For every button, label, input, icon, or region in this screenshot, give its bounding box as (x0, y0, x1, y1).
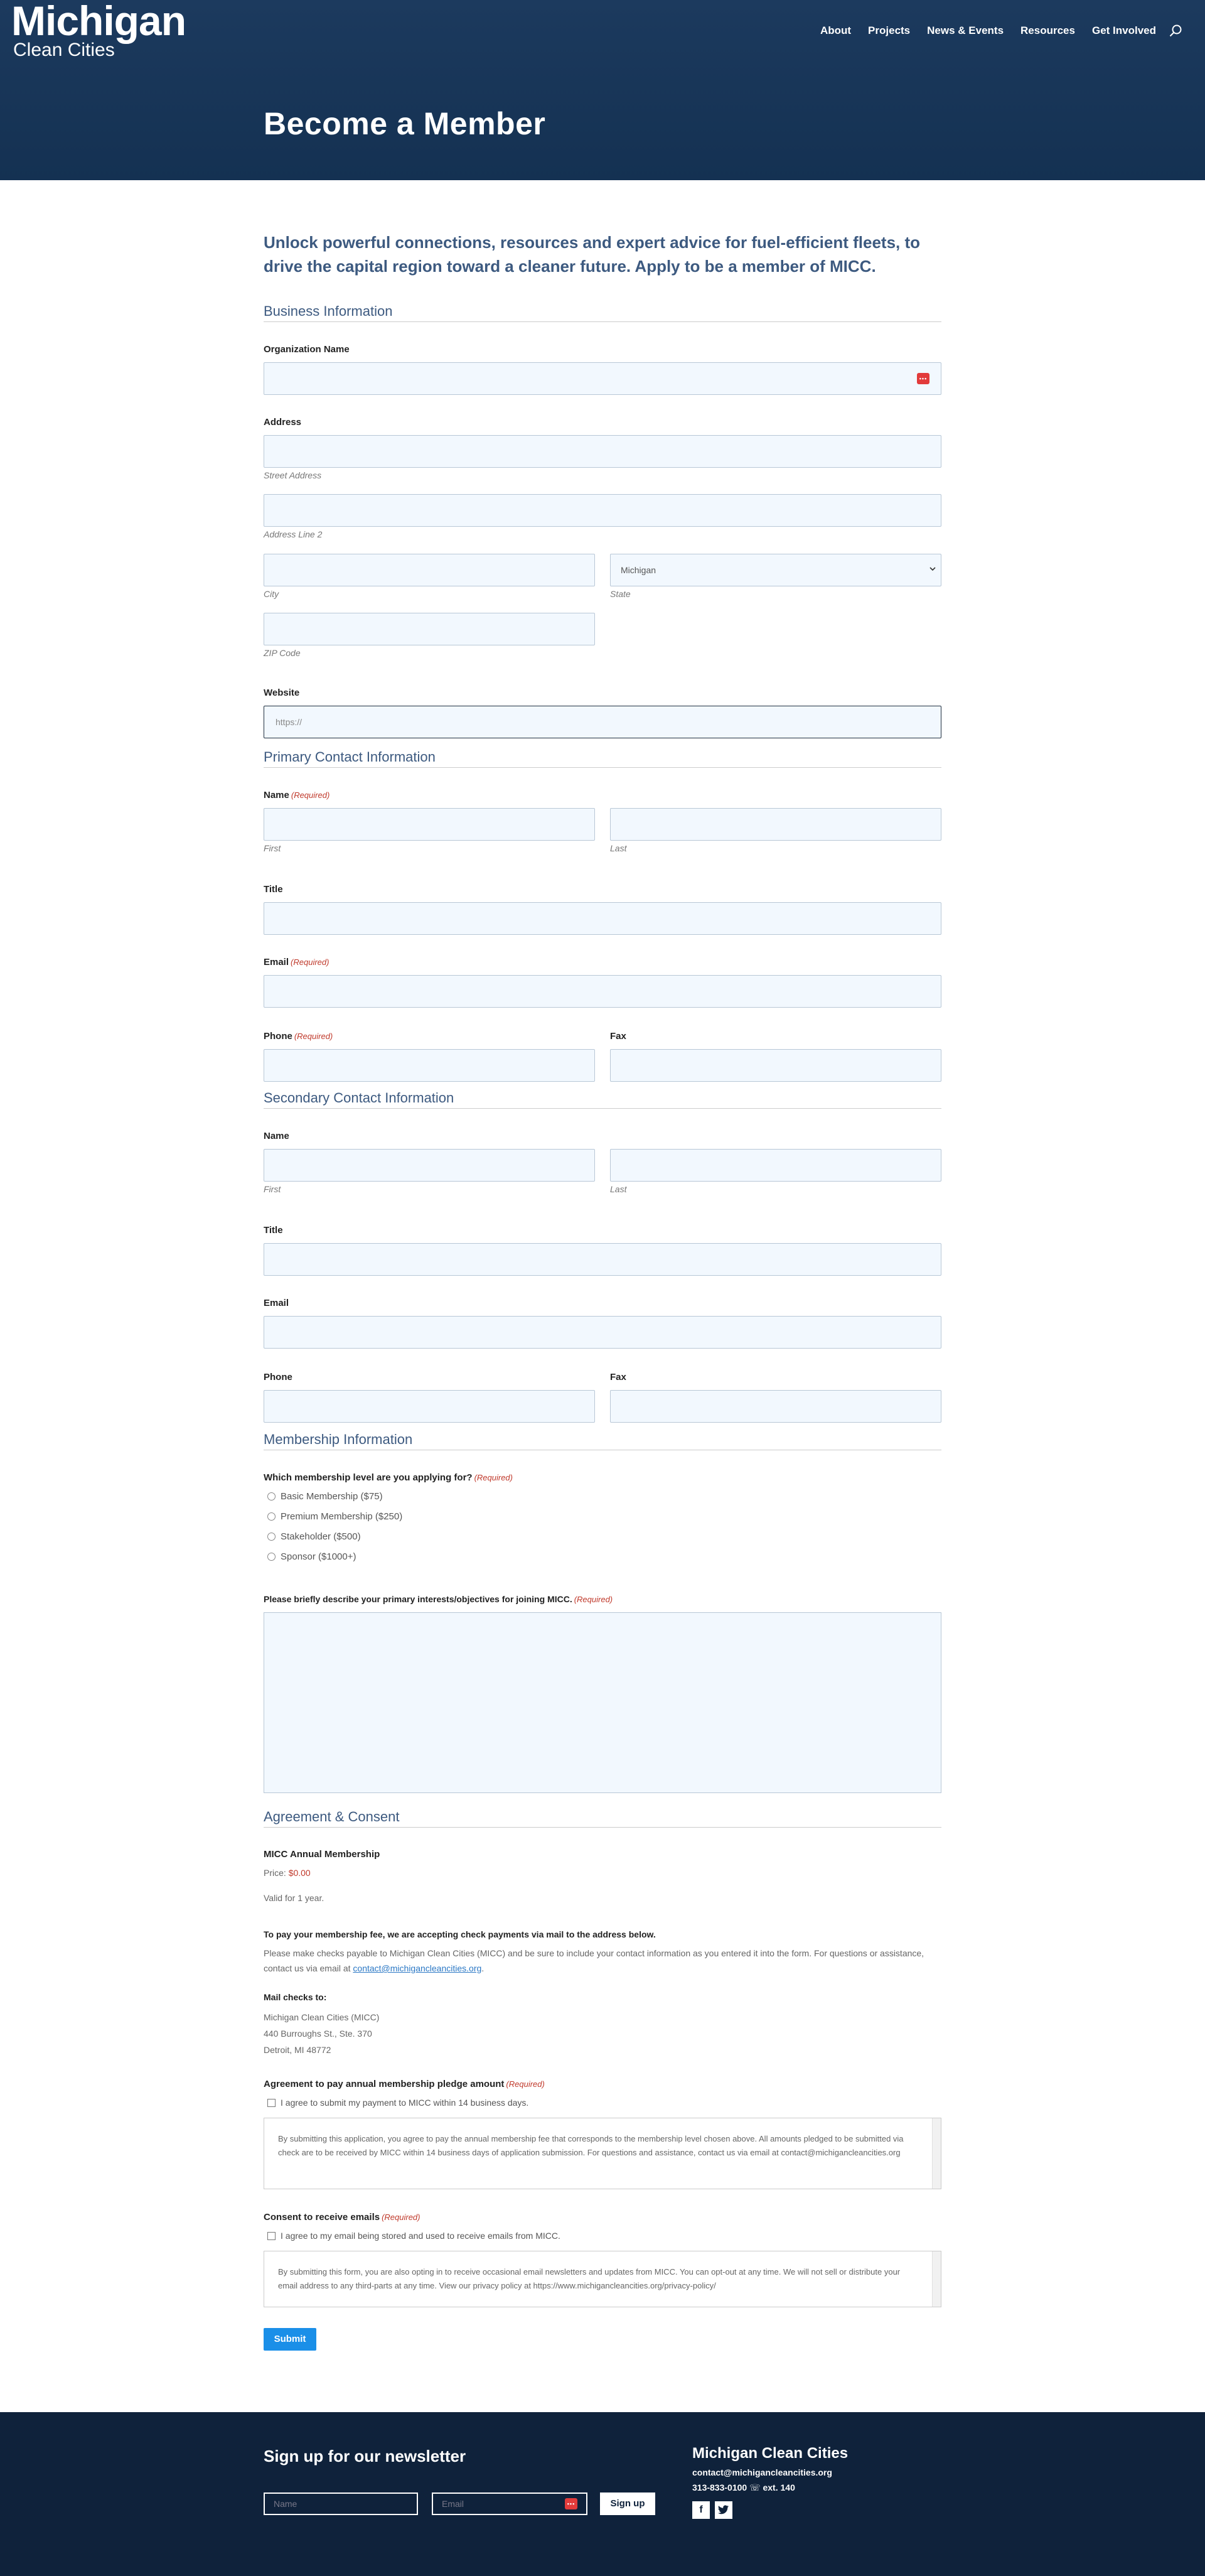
website-label: Website (264, 687, 300, 698)
secondary-title-label: Title (264, 1225, 283, 1236)
radio-button[interactable] (267, 1533, 276, 1541)
primary-first-name-input[interactable] (264, 808, 595, 841)
radio-label: Stakeholder ($500) (281, 1531, 361, 1542)
nav-item-news-events[interactable]: News & Events (927, 24, 1004, 36)
radio-label: Sponsor ($1000+) (281, 1551, 356, 1562)
required-marker: (Required) (291, 957, 329, 967)
section-agreement-title: Agreement & Consent (264, 1809, 941, 1828)
product-name: MICC Annual Membership (264, 1849, 380, 1860)
section-membership-title: Membership Information (264, 1431, 941, 1450)
name-placeholder: Name (274, 2499, 297, 2509)
primary-phone-label (264, 1031, 333, 1042)
consent-label-text: Consent to receive emails (264, 2212, 380, 2223)
primary-name-label-text: Name (264, 790, 289, 800)
primary-phone-label-text: Phone (264, 1031, 292, 1042)
state-selected-value: Michigan (621, 565, 656, 575)
primary-email-label-text: Email (264, 957, 289, 967)
newsletter-title: Sign up for our newsletter (264, 2447, 466, 2466)
pledge-checkbox[interactable] (267, 2099, 276, 2107)
pledge-terms-box[interactable] (264, 2118, 941, 2189)
state-sublabel: State (610, 589, 631, 599)
required-marker: (Required) (291, 790, 330, 800)
consent-terms-text: By submitting this form, you are also opting in to receive occasional email newsletters and updates from MICC. You can opt-out at any time. We will not sell or distribute your email address to any third-parts at any time. View our privacy policy at https://www.michigancleancities.org/privacy-policy/ (278, 2267, 901, 2290)
secondary-first-name-input[interactable] (264, 1149, 595, 1182)
product-price (264, 1865, 941, 1880)
website-placeholder: https:// (276, 717, 303, 727)
required-marker: (Required) (574, 1595, 613, 1604)
radio-button[interactable] (267, 1492, 276, 1501)
street-address-input[interactable] (264, 435, 941, 468)
secondary-phone-input[interactable] (264, 1390, 595, 1423)
pledge-checkbox-row[interactable] (267, 2098, 528, 2108)
radio-premium-membership[interactable] (267, 1511, 402, 1522)
membership-level-label (264, 1472, 513, 1483)
interests-label-text: Please briefly describe your primary interests/objectives for joining MICC. (264, 1594, 572, 1604)
primary-fax-label: Fax (610, 1031, 626, 1042)
nav-item-get-involved[interactable]: Get Involved (1091, 24, 1156, 36)
main-nav (803, 24, 1182, 38)
radio-sponsor[interactable] (267, 1551, 356, 1562)
submit-button[interactable]: Submit (264, 2328, 316, 2351)
footer-email[interactable]: contact@michigancleancities.org (692, 2467, 832, 2477)
pledge-label (264, 2079, 545, 2089)
radio-label: Basic Membership ($75) (281, 1491, 383, 1502)
secondary-name-label: Name (264, 1131, 289, 1141)
nav-item-about[interactable]: About (820, 24, 852, 36)
city-sublabel: City (264, 589, 279, 599)
pledge-checkbox-label: I agree to submit my payment to MICC within 14 business days. (281, 2098, 529, 2108)
primary-first-sublabel: First (264, 843, 281, 853)
secondary-email-input[interactable] (264, 1316, 941, 1349)
primary-last-sublabel: Last (610, 843, 627, 853)
page-title: Become a Member (264, 106, 546, 141)
password-manager-icon[interactable]: ••• (917, 373, 929, 384)
search-icon[interactable] (1169, 24, 1182, 38)
required-marker: (Required) (506, 2079, 545, 2089)
radio-basic-membership[interactable] (267, 1491, 383, 1502)
secondary-phone-label: Phone (264, 1372, 292, 1382)
price-label: Price: (264, 1868, 286, 1878)
product-validity: Valid for 1 year. (264, 1893, 324, 1903)
consent-checkbox-label: I agree to my email being stored and used to receive emails from MICC. (281, 2231, 560, 2241)
interests-label (264, 1594, 613, 1604)
nav-item-projects[interactable]: Projects (868, 24, 911, 36)
primary-last-name-input[interactable] (610, 808, 941, 841)
zip-sublabel: ZIP Code (264, 648, 301, 658)
required-marker: (Required) (382, 2212, 420, 2222)
mail-address-line-1: Michigan Clean Cities (MICC) (264, 2012, 380, 2022)
primary-title-label: Title (264, 884, 283, 895)
nav-item-resources[interactable]: Resources (1020, 24, 1075, 36)
contact-email-link[interactable]: contact@michigancleancities.org (353, 1963, 482, 1973)
street-address-sublabel: Street Address (264, 470, 322, 480)
state-select[interactable] (610, 554, 941, 586)
chevron-down-icon (929, 566, 936, 572)
newsletter-name-input[interactable] (264, 2492, 418, 2515)
primary-title-input[interactable] (264, 902, 941, 935)
radio-stakeholder[interactable] (267, 1531, 361, 1542)
org-name-input[interactable] (264, 362, 941, 395)
city-input[interactable] (264, 554, 595, 586)
pledge-label-text: Agreement to pay annual membership pledge amount (264, 2079, 505, 2089)
facebook-icon[interactable]: f (692, 2501, 710, 2519)
radio-button[interactable] (267, 1553, 276, 1561)
page-footer (0, 2412, 1205, 2576)
section-secondary-title: Secondary Contact Information (264, 1090, 941, 1109)
mail-checks-heading: Mail checks to: (264, 1992, 327, 2002)
twitter-icon[interactable] (715, 2501, 732, 2519)
scrollbar[interactable] (932, 2251, 941, 2307)
secondary-last-name-input[interactable] (610, 1149, 941, 1182)
section-primary-title: Primary Contact Information (264, 749, 941, 768)
email-placeholder: Email (442, 2499, 464, 2509)
logo-sub-text: Clean Cities (13, 40, 115, 60)
newsletter-signup-button[interactable]: Sign up (600, 2492, 655, 2515)
required-marker: (Required) (474, 1473, 513, 1482)
interests-textarea[interactable] (264, 1612, 941, 1793)
address-label: Address (264, 417, 302, 428)
required-marker: (Required) (294, 1032, 333, 1041)
radio-label: Premium Membership ($250) (281, 1511, 403, 1522)
secondary-email-label: Email (264, 1298, 289, 1308)
password-manager-icon[interactable]: ••• (565, 2498, 577, 2509)
payment-text-body: Please make checks payable to Michigan Clean Cities (MICC) and be sure to include your contact information as you entered it into the form. For questions or assistance, contact us via email at (264, 1948, 924, 1973)
membership-level-question: Which membership level are you applying for? (264, 1472, 473, 1483)
consent-checkbox[interactable] (267, 2232, 276, 2240)
mail-address-line-2: 440 Burroughs St., Ste. 370 (264, 2029, 372, 2039)
site-logo[interactable] (11, 0, 186, 59)
primary-fax-input[interactable] (610, 1049, 941, 1082)
secondary-last-sublabel: Last (610, 1184, 627, 1194)
price-value: $0.00 (288, 1868, 311, 1878)
logo-main-text: Michigan (11, 0, 186, 44)
footer-phone-number[interactable]: 313-833-0100 (692, 2482, 747, 2492)
zip-input[interactable] (264, 613, 595, 645)
radio-button[interactable] (267, 1512, 276, 1521)
address-line2-sublabel: Address Line 2 (264, 529, 323, 539)
section-business-title: Business Information (264, 303, 941, 322)
org-name-label: Organization Name (264, 344, 350, 355)
page-header (0, 0, 1205, 180)
payment-text: Please make checks payable to Michigan Clean Cities (MICC) and be sure to include your contact information as you entered it into the form. For questions or assistance, contact us via email at contact@michigancleancities.org. (264, 1948, 924, 1973)
footer-phone-ext: ext. 140 (763, 2482, 795, 2492)
newsletter-email-input[interactable] (432, 2492, 587, 2515)
consent-terms-box[interactable] (264, 2251, 941, 2307)
mail-address-line-3: Detroit, MI 48772 (264, 2045, 331, 2055)
footer-org-name: Michigan Clean Cities (692, 2445, 849, 2462)
secondary-fax-label: Fax (610, 1372, 626, 1382)
consent-checkbox-row[interactable] (267, 2231, 560, 2241)
pledge-terms-text: By submitting this application, you agree to pay the annual membership fee that corresponds to the membership level chosen above. All amounts pledged to be submitted via check are to be received by MICC within 14 business days of application submission. For questions and assistance, contact us via email at contact@michigancleancities.org (278, 2134, 904, 2157)
primary-phone-input[interactable] (264, 1049, 595, 1082)
secondary-fax-input[interactable] (610, 1390, 941, 1423)
secondary-title-input[interactable] (264, 1243, 941, 1276)
scrollbar[interactable] (932, 2118, 941, 2189)
consent-label (264, 2212, 420, 2223)
address-line2-input[interactable] (264, 494, 941, 527)
payment-heading: To pay your membership fee, we are accepting check payments via mail to the address below. (264, 1929, 656, 1939)
website-input[interactable] (264, 706, 941, 738)
footer-phone (692, 2482, 795, 2493)
intro-text: Unlock powerful connections, resources and expert advice for fuel-efficient fleets, to drive the capital region toward a cleaner future. Apply to be a member of MICC. (264, 233, 921, 276)
primary-email-input[interactable] (264, 975, 941, 1008)
secondary-first-sublabel: First (264, 1184, 281, 1194)
primary-name-label (264, 790, 329, 800)
primary-email-label (264, 957, 329, 967)
phone-icon: ☏ (749, 2482, 761, 2492)
